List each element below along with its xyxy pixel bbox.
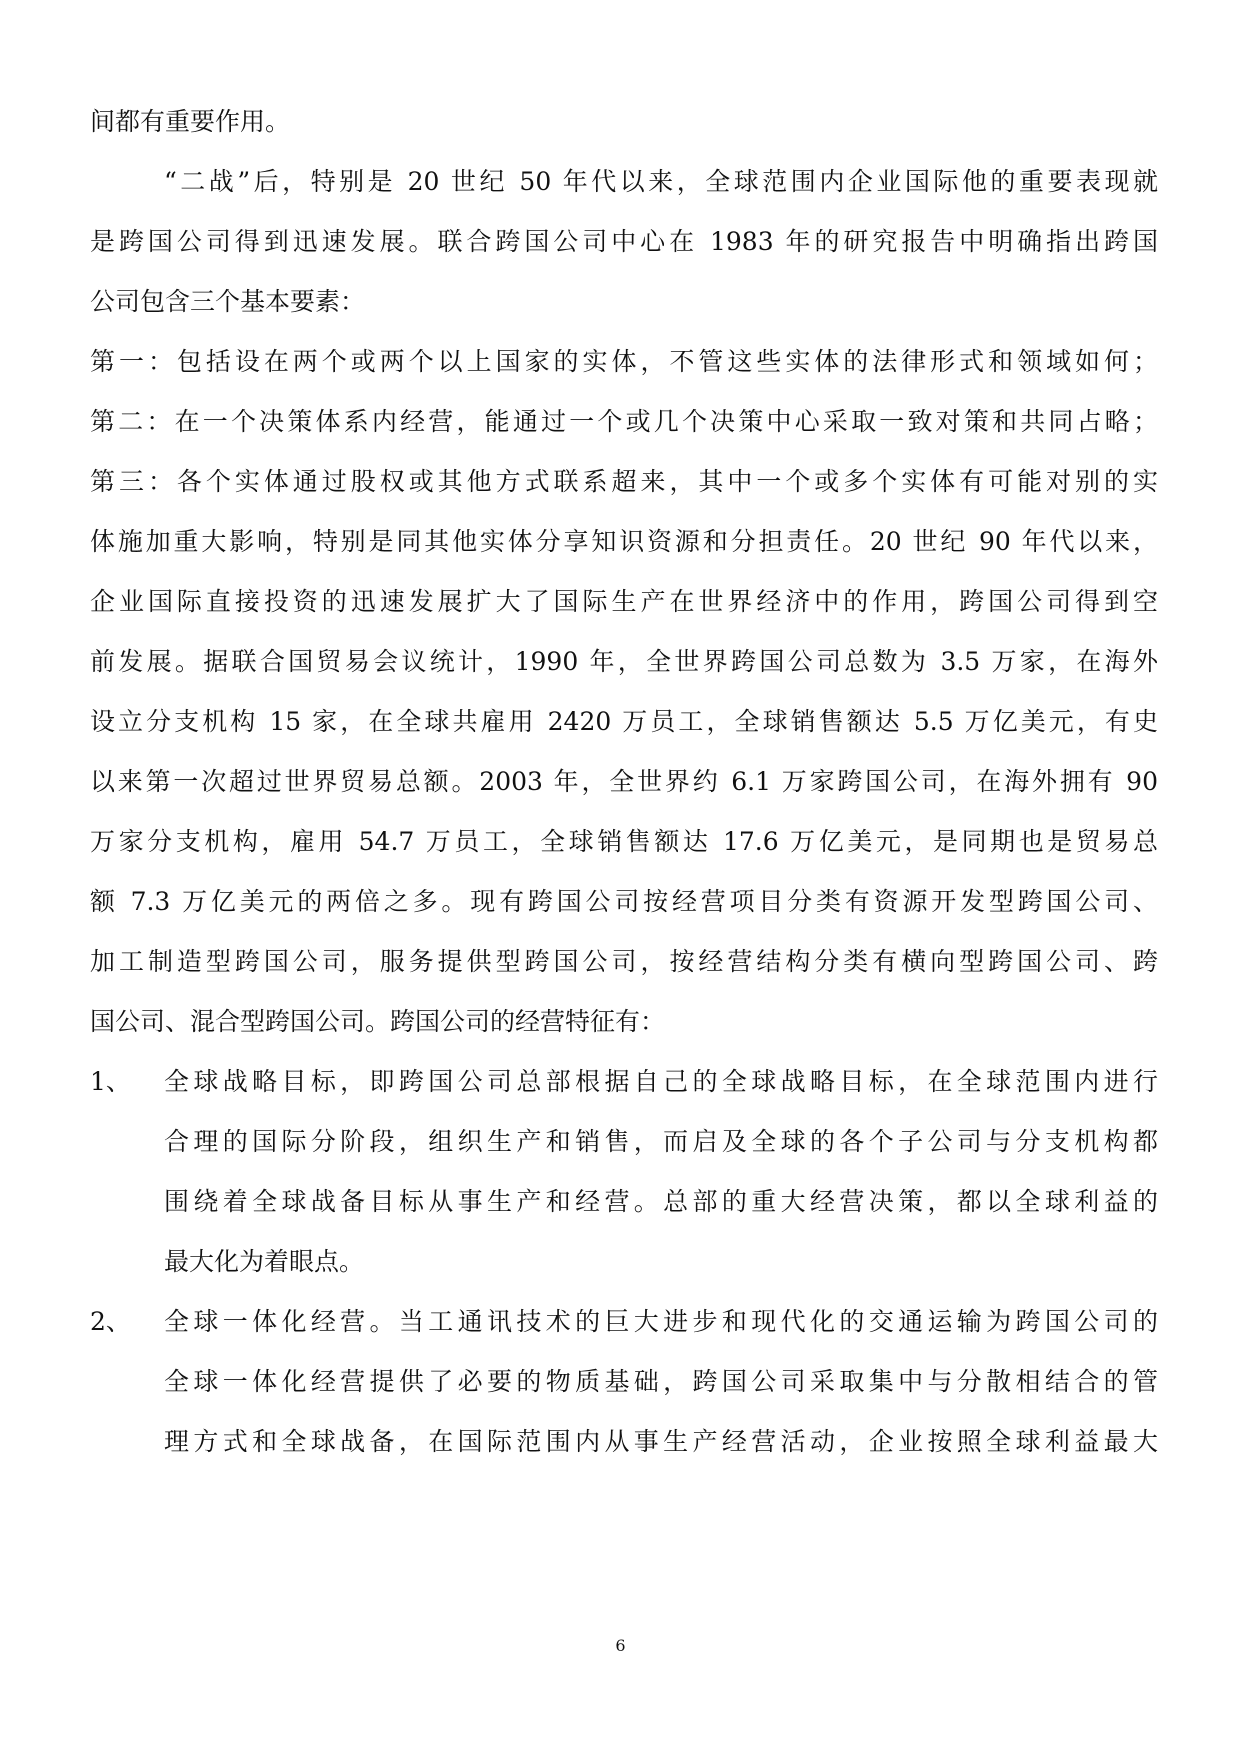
paragraph xyxy=(90,452,1158,1052)
list-number: 2、 xyxy=(90,1307,131,1336)
paragraph xyxy=(90,92,1158,152)
text-line: 围绕着全球战备目标从事生产和经营。总部的重大经营决策，都以全球利益的 xyxy=(164,1187,1158,1216)
text-line: 是跨国公司得到迅速发展。联合跨国公司中心在 1983 年的研究报告中明确指出跨国 xyxy=(90,227,1158,256)
paragraph xyxy=(90,392,1158,452)
text-line: 万家分支机构，雇用 54.7 万员工，全球销售额达 17.6 万亿美元，是同期也是贸易总 xyxy=(90,827,1158,856)
text-line: 第三：各个实体通过股权或其他方式联系超来，其中一个或多个实体有可能对别的实 xyxy=(90,467,1158,496)
text-line: 公司包含三个基本要素： xyxy=(90,287,366,316)
paragraph xyxy=(90,332,1158,392)
list-item-body xyxy=(164,1292,1158,1472)
text-line: 间都有重要作用。 xyxy=(90,107,291,136)
text-line: 国公司、混合型跨国公司。跨国公司的经营特征有： xyxy=(90,1007,666,1036)
text-line: 额 7.3 万亿美元的两倍之多。现有跨国公司按经营项目分类有资源开发型跨国公司、 xyxy=(90,887,1158,916)
text-line: 以来第一次超过世界贸易总额。2003 年，全世界约 6.1 万家跨国公司，在海外拥有 90 xyxy=(90,767,1158,796)
text-line: 前发展。据联合国贸易会议统计，1990 年，全世界跨国公司总数为 3.5 万家，在海外 xyxy=(90,647,1158,676)
text-line: 理方式和全球战备，在国际范围内从事生产经营活动，企业按照全球利益最大 xyxy=(164,1427,1158,1456)
text-line: 企业国际直接投资的迅速发展扩大了国际生产在世界经济中的作用，跨国公司得到空 xyxy=(90,587,1158,616)
list-item xyxy=(90,1292,1158,1472)
list-number: 1、 xyxy=(90,1067,131,1096)
text-line: 设立分支机构 15 家，在全球共雇用 2420 万员工，全球销售额达 5.5 万亿美元，有史 xyxy=(90,707,1158,736)
text-line: 全球一体化经营提供了必要的物质基础，跨国公司采取集中与分散相结合的管 xyxy=(164,1367,1158,1396)
text-line: “二战”后，特别是 20 世纪 50 年代以来，全球范围内企业国际他的重要表现就 xyxy=(164,167,1158,196)
text-line: 最大化为着眼点。 xyxy=(164,1247,365,1276)
page-number: 6 xyxy=(615,1636,626,1655)
text-line: 体施加重大影响，特别是同其他实体分享知识资源和分担责任。20 世纪 90 年代以来， xyxy=(90,527,1158,556)
text-line: 加工制造型跨国公司，服务提供型跨国公司，按经营结构分类有横向型跨国公司、跨 xyxy=(90,947,1158,976)
text-line: 全球战略目标，即跨国公司总部根据自己的全球战略目标，在全球范围内进行 xyxy=(164,1067,1158,1096)
text-line: 第一：包括设在两个或两个以上国家的实体，不管这些实体的法律形式和领域如何； xyxy=(90,347,1158,376)
text-line: 合理的国际分阶段，组织生产和销售，而启及全球的各个子公司与分支机构都 xyxy=(164,1127,1158,1156)
paragraph xyxy=(90,152,1158,332)
list-item xyxy=(90,1052,1158,1292)
text-line: 全球一体化经营。当工通讯技术的巨大进步和现代化的交通运输为跨国公司的 xyxy=(164,1307,1158,1336)
text-line: 第二：在一个决策体系内经营，能通过一个或几个决策中心采取一致对策和共同占略； xyxy=(90,407,1158,436)
body-text xyxy=(90,92,1158,1472)
list-item-body xyxy=(164,1052,1158,1292)
